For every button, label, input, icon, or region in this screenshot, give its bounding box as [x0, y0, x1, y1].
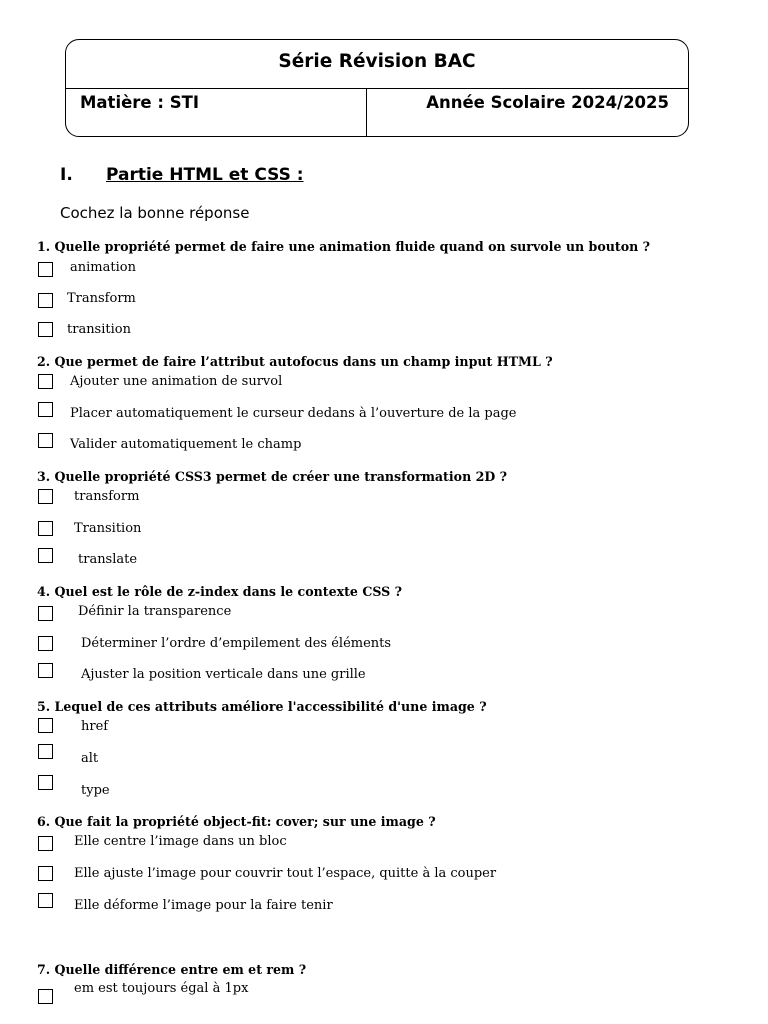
option-label: Définir la transparence	[78, 604, 232, 619]
option-label: Elle ajuste l’image pour couvrir tout l’espace, quitte à la couper	[74, 866, 497, 881]
part-number: I.	[60, 165, 73, 185]
question-5: 5. Lequel de ces attributs améliore l'accessibilité d'une image ?	[37, 699, 487, 714]
question-7: 7. Quelle différence entre em et rem ?	[37, 962, 307, 977]
question-2: 2. Que permet de faire l’attribut autofocus dans un champ input HTML ?	[37, 354, 553, 369]
document-title: Série Révision BAC	[278, 51, 476, 72]
checkbox-q1-option-2[interactable]	[38, 293, 53, 308]
option-label: Déterminer l’ordre d’empilement des éléments	[81, 636, 392, 651]
option-label: href	[81, 719, 109, 734]
checkbox-q2-option-3[interactable]	[38, 433, 53, 448]
option-label: translate	[78, 552, 138, 567]
school-year-label: Année Scolaire 2024/2025	[426, 93, 669, 112]
option-label: Ajouter une animation de survol	[70, 374, 283, 389]
header-divider-vertical	[366, 88, 367, 136]
checkbox-q5-option-2[interactable]	[38, 744, 53, 759]
checkbox-q3-option-3[interactable]	[38, 548, 53, 563]
checkbox-q1-option-1[interactable]	[38, 262, 53, 277]
instruction-text: Cochez la bonne réponse	[60, 204, 250, 222]
option-label: alt	[81, 751, 99, 766]
checkbox-q4-option-2[interactable]	[38, 636, 53, 651]
option-label: Transition	[74, 521, 142, 536]
checkbox-q6-option-1[interactable]	[38, 836, 53, 851]
part-title: Partie HTML et CSS :	[106, 165, 304, 185]
option-label: animation	[70, 260, 136, 275]
checkbox-q5-option-1[interactable]	[38, 718, 53, 733]
option-label: em est toujours égal à 1px	[74, 981, 249, 996]
option-label: Ajuster la position verticale dans une grille	[81, 667, 366, 682]
checkbox-q3-option-2[interactable]	[38, 521, 53, 536]
checkbox-q1-option-3[interactable]	[38, 322, 53, 337]
checkbox-q4-option-3[interactable]	[38, 663, 53, 678]
option-label: Elle centre l’image dans un bloc	[74, 834, 287, 849]
checkbox-q2-option-2[interactable]	[38, 402, 53, 417]
question-3: 3. Quelle propriété CSS3 permet de créer une transformation 2D ?	[37, 469, 508, 484]
header-box	[65, 39, 689, 137]
checkbox-q5-option-3[interactable]	[38, 775, 53, 790]
subject-label: Matière : STI	[80, 93, 199, 112]
checkbox-q4-option-1[interactable]	[38, 606, 53, 621]
option-label: transition	[67, 322, 131, 337]
option-label: transform	[74, 489, 140, 504]
option-label: type	[81, 783, 110, 798]
checkbox-q2-option-1[interactable]	[38, 374, 53, 389]
option-label: Valider automatiquement le champ	[70, 437, 302, 452]
question-6: 6. Que fait la propriété object-fit: cover; sur une image ?	[37, 814, 436, 829]
checkbox-q6-option-2[interactable]	[38, 866, 53, 881]
checkbox-q6-option-3[interactable]	[38, 893, 53, 908]
option-label: Transform	[67, 291, 136, 306]
question-1: 1. Quelle propriété permet de faire une animation fluide quand on survole un bouton ?	[37, 239, 651, 254]
question-4: 4. Quel est le rôle de z-index dans le contexte CSS ?	[37, 584, 403, 599]
option-label: Elle déforme l’image pour la faire tenir	[74, 898, 333, 913]
header-divider-horizontal	[66, 88, 688, 89]
option-label: Placer automatiquement le curseur dedans à l’ouverture de la page	[70, 406, 517, 421]
checkbox-q7-option-1[interactable]	[38, 989, 53, 1004]
checkbox-q3-option-1[interactable]	[38, 489, 53, 504]
